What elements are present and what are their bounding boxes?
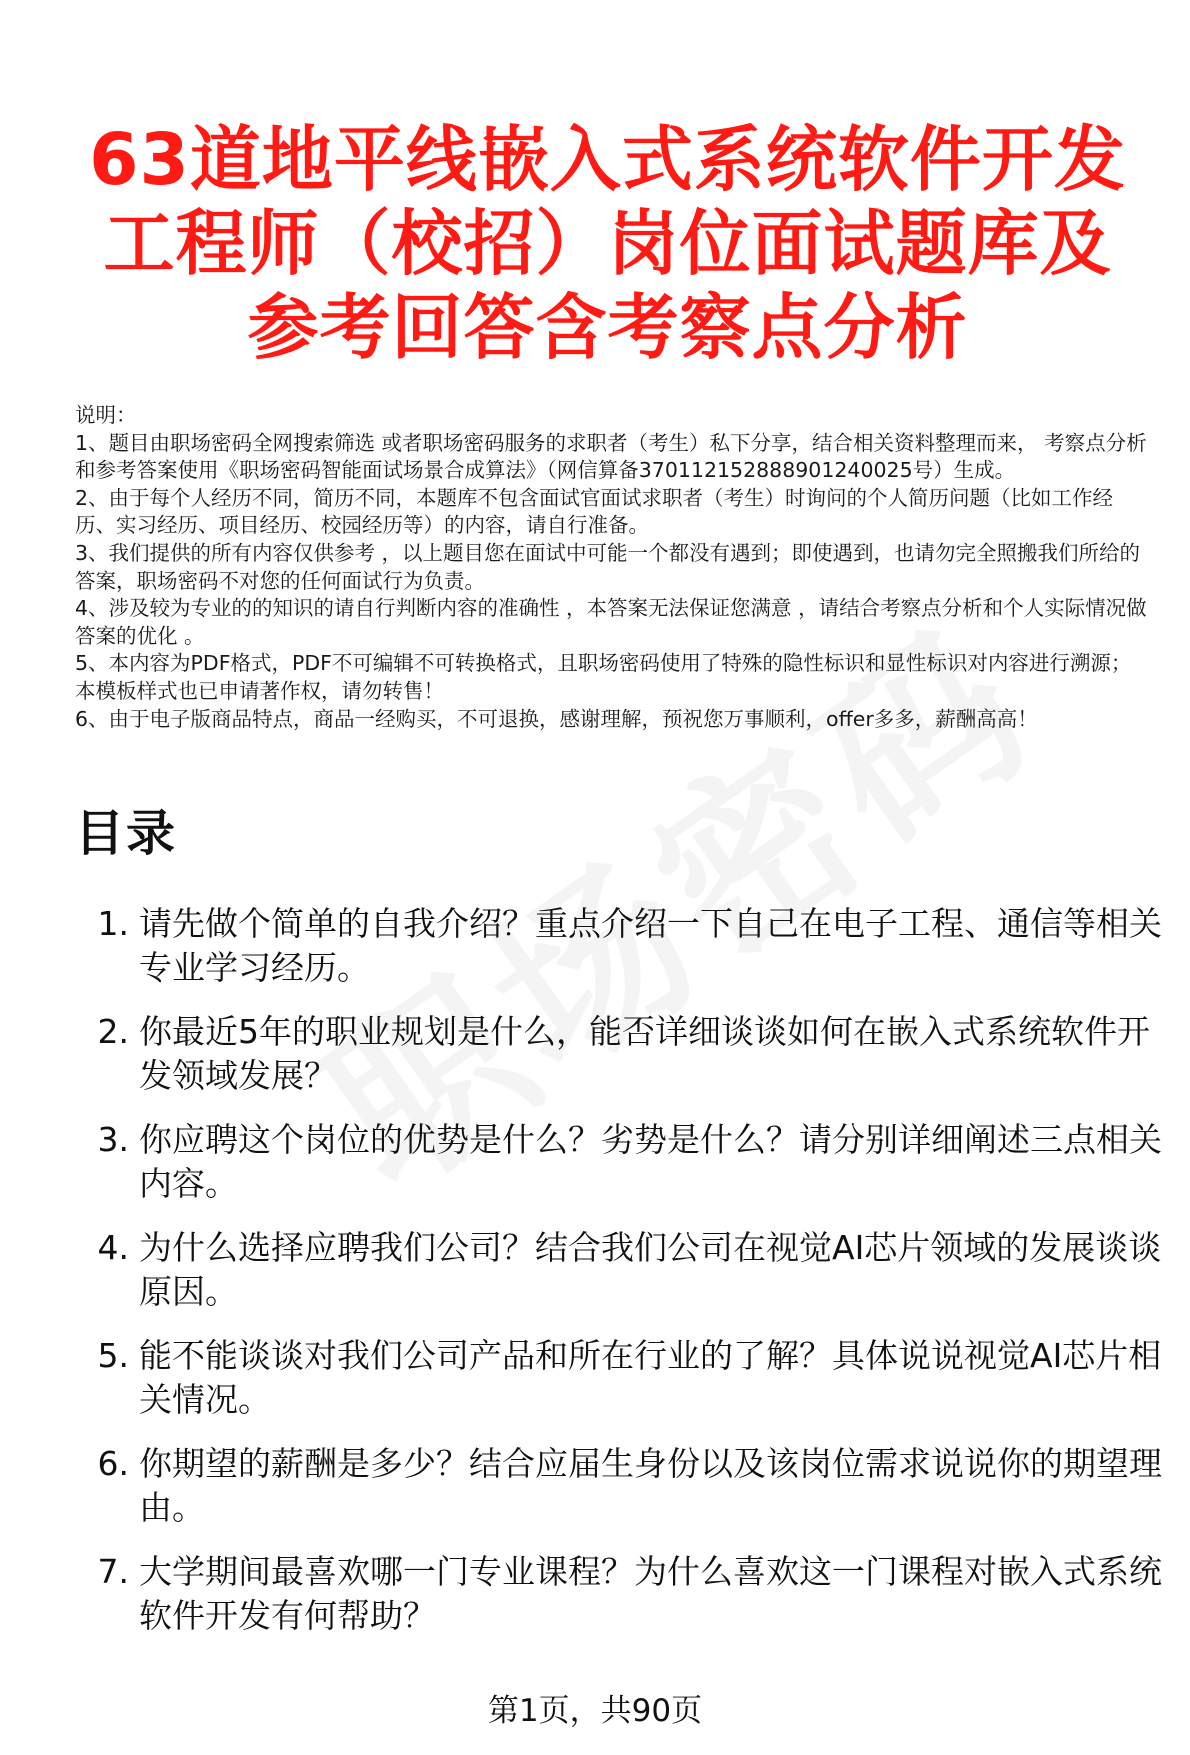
page-footer: 第1页，共90页 (487, 1693, 703, 1729)
toc-item-number: 7. (97, 1552, 129, 1591)
toc-item-text: 请先做个简单的自我介绍？重点介绍一下自己在电子工程、通信等相关专业学习经历。 (139, 904, 1162, 987)
note-item: 2、由于每个人经历不同，简历不同，本题库不包含面试官面试求职者（考生）时询问的个人简历问题（比如工作经历、实习经历、项目经历、校园经历等）的内容，请自行准备。 (75, 485, 1114, 538)
toc-item[interactable] (75, 1010, 1165, 1098)
toc-item-number: 1. (97, 904, 129, 943)
toc-item[interactable] (75, 1550, 1165, 1638)
toc-item-number: 2. (97, 1012, 129, 1051)
toc-heading: 目录 (75, 805, 178, 862)
toc-item[interactable] (75, 1334, 1165, 1422)
toc-item[interactable] (75, 902, 1165, 990)
toc-item-text: 能不能谈谈对我们公司产品和所在行业的了解？具体说说视觉AI芯片相关情况。 (139, 1336, 1162, 1419)
notes-heading: 说明： (75, 403, 137, 427)
note-item: 1、题目由职场密码全网搜索筛选 或者职场密码服务的求职者（考生）私下分享，结合相关资料整理而来， 考察点分析和参考答案使用《职场密码智能面试场景合成算法》（网信算备370112152888901240025号）生成。 (75, 430, 1147, 483)
document-title: 63道地平线嵌入式系统软件开发工程师（校招）岗位面试题库及参考回答含考察点分析 (89, 118, 1126, 369)
toc-item-text: 你应聘这个岗位的优势是什么？劣势是什么？请分别详细阐述三点相关内容。 (139, 1120, 1162, 1203)
toc-item-number: 5. (97, 1336, 129, 1375)
toc-item[interactable] (75, 1442, 1165, 1530)
note-item: 3、我们提供的所有内容仅供参考 ，以上题目您在面试中可能一个都没有遇到；即使遇到，也请勿完全照搬我们所给的答案，职场密码不对您的任何面试行为负责。 (75, 540, 1141, 593)
toc-item-number: 3. (97, 1120, 129, 1159)
toc-item-number: 4. (97, 1228, 129, 1267)
toc-item[interactable] (75, 1118, 1165, 1206)
toc-item[interactable] (75, 1226, 1165, 1314)
toc-item-number: 6. (97, 1444, 129, 1483)
note-item: 5、本内容为PDF格式，PDF不可编辑不可转换格式，且职场密码使用了特殊的隐性标识和显性标识对内容进行溯源；本模板样式也已申请著作权，请勿转售！ (75, 651, 1132, 703)
toc-item-text: 你期望的薪酬是多少？结合应届生身份以及该岗位需求说说你的期望理由。 (139, 1444, 1162, 1527)
note-item: 6、由于电子版商品特点，商品一经购买，不可退换，感谢理解，预祝您万事顺利，offer多多，薪酬高高！ (75, 706, 1038, 731)
toc-item-text: 大学期间最喜欢哪一门专业课程？为什么喜欢这一门课程对嵌入式系统软件开发有何帮助？ (139, 1552, 1162, 1635)
toc-item-text: 为什么选择应聘我们公司？结合我们公司在视觉AI芯片领域的发展谈谈原因。 (139, 1228, 1162, 1311)
toc-item-text: 你最近5年的职业规划是什么，能否详细谈谈如何在嵌入式系统软件开发领域发展？ (139, 1012, 1150, 1095)
notes-section (75, 402, 1150, 733)
note-item: 4、涉及较为专业的的知识的请自行判断内容的准确性 ，本答案无法保证您满意 ，请结合考察点分析和个人实际情况做答案的优化 。 (75, 596, 1147, 648)
toc-list (75, 902, 1165, 1658)
